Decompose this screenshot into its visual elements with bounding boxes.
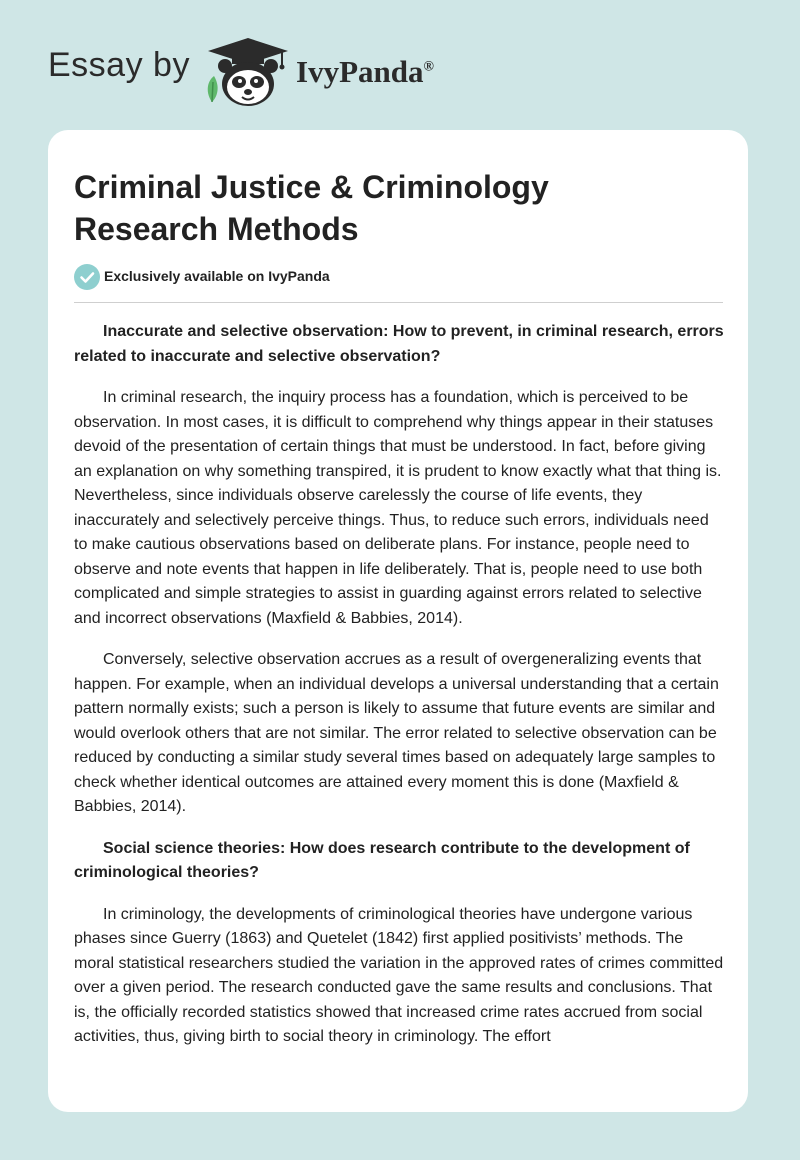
- essay-body: [74, 320, 724, 1067]
- paragraph: In criminology, the developments of criminological theories have undergone various phases since Guerry (1863) and Quetelet (1842) first applied positivists’ methods. The moral statistical researchers studied the variation in the approved rates of crimes committed over a given period. The research conducted gave the same results and conclusions. That is, the officially recorded statistics showed that increased crime rates accrued from social activities, thus, giving birth to social theory in criminology. The effort: [74, 905, 724, 1045]
- paragraph: In criminal research, the inquiry process has a foundation, which is perceived to be observation. In most cases, it is difficult to comprehend why things appear in their statuses devoid of the presentation of certain things that must be understood. In fact, before giving an explanation on why something transpired, it is prudent to know exactly what that thing is. Nevertheless, since individuals observe carelessly the course of life events, they inaccurately and selectively perceive things. Thus, to reduce such errors, individuals need to make cautious observations based on deliberate plans. For instance, people need to observe and note events that happen in life deliberately. That is, people need to use both complicated and simple strategies to assist in guarding against errors related to selective and incorrect observations (Maxfield & Babbies, 2014).: [74, 389, 722, 627]
- page-title: Criminal Justice & Criminology Research Methods: [74, 169, 549, 247]
- brand-logo[interactable]: [296, 54, 434, 90]
- site-header: [48, 36, 488, 108]
- brand-name: IvyPanda: [296, 54, 424, 89]
- paragraph: Conversely, selective observation accrues as a result of overgeneralizing events that happen. For example, when an individual develops a universal understanding that a certain pattern normally exists; such a person is likely to assume that future events are similar and would overlook others that are not similar. The error related to selective observation can be reduced by conducting a similar study several times based on adequately large samples to check whether identical outcomes are attained every moment this is done (Maxfield & Babbies, 2014).: [74, 651, 719, 815]
- exclusive-badge-text: Exclusively available on IvyPanda: [104, 268, 330, 284]
- section-question: Social science theories: How does research contribute to the development of criminological theories?: [74, 839, 690, 881]
- essay-card: [48, 130, 748, 1112]
- registered-mark: ®: [423, 59, 434, 75]
- essay-by-label: Essay by: [48, 46, 190, 84]
- section-question: Inaccurate and selective observation: How to prevent, in criminal research, errors related to inaccurate and selective observation?: [74, 323, 724, 365]
- leaf-icon: [208, 76, 218, 102]
- panda-graduate-icon[interactable]: [202, 36, 292, 108]
- check-circle-icon: [74, 264, 100, 290]
- divider: [74, 302, 723, 303]
